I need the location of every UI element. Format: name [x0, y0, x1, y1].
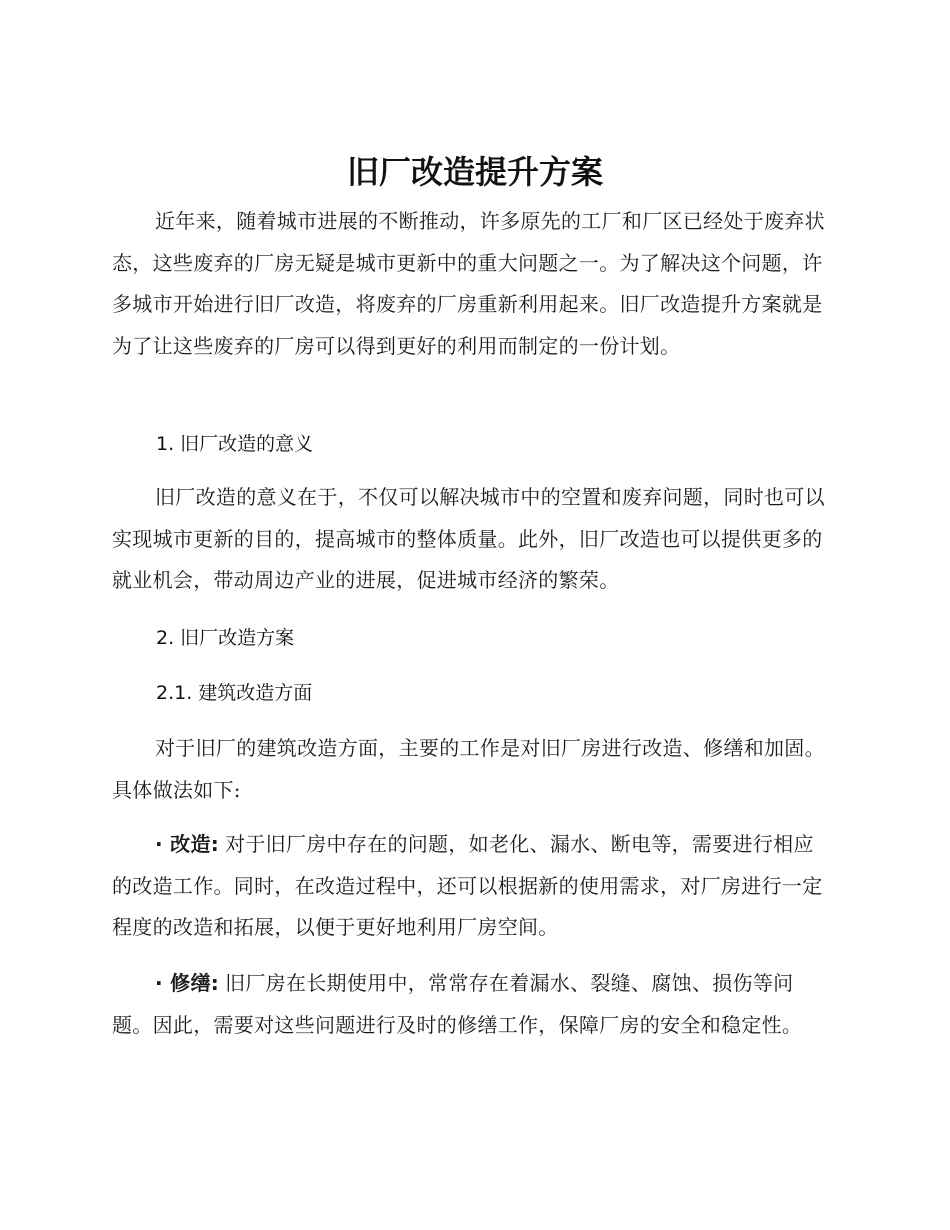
bullet-label: · 改造: — [155, 832, 220, 856]
bullet-text: 对于旧厂房中存在的问题，如老化、漏水、断电等，需要进行相应的改造工作。同时，在改造过程中，还可以根据新的使用需求，对厂房进行一定程度的改造和拓展，以便于更好地利用厂房空间。 — [112, 832, 823, 939]
bullet-label: · 修缮: — [155, 971, 220, 995]
section-1-heading: 1. 旧厂改造的意义 — [156, 433, 314, 455]
subsection-2-1-paragraph: 对于旧厂的建筑改造方面，主要的工作是对旧厂房进行改造、修缮和加固。具体做法如下: — [112, 736, 825, 802]
subsection-2-1-heading: 2.1. 建筑改造方面 — [156, 682, 313, 704]
bullet-item-repair — [112, 963, 832, 1046]
page-title: 旧厂改造提升方案 — [346, 153, 603, 191]
bullet-text: 旧厂房在长期使用中，常常存在着漏水、裂缝、腐蚀、损伤等问题。因此，需要对这些问题进行及时的修缮工作，保障厂房的安全和稳定性。 — [112, 971, 803, 1037]
intro-paragraph: 近年来，随着城市进展的不断推动，许多原先的工厂和厂区已经处于废弃状态，这些废弃的厂房无疑是城市更新中的重大问题之一。为了解决这个问题，许多城市开始进行旧厂改造，将废弃的厂房重新利用起来。旧厂改造提升方案就是为了让这些废弃的厂房可以得到更好的利用而制定的一份计划。 — [112, 209, 825, 358]
section-2-heading: 2. 旧厂改造方案 — [156, 627, 295, 649]
bullet-item-renovation — [112, 824, 832, 949]
section-1-paragraph: 旧厂改造的意义在于，不仅可以解决城市中的空置和废弃问题，同时也可以实现城市更新的目的，提高城市的整体质量。此外，旧厂改造也可以提供更多的就业机会，带动周边产业的进展，促进城市经济的繁荣。 — [112, 485, 825, 592]
